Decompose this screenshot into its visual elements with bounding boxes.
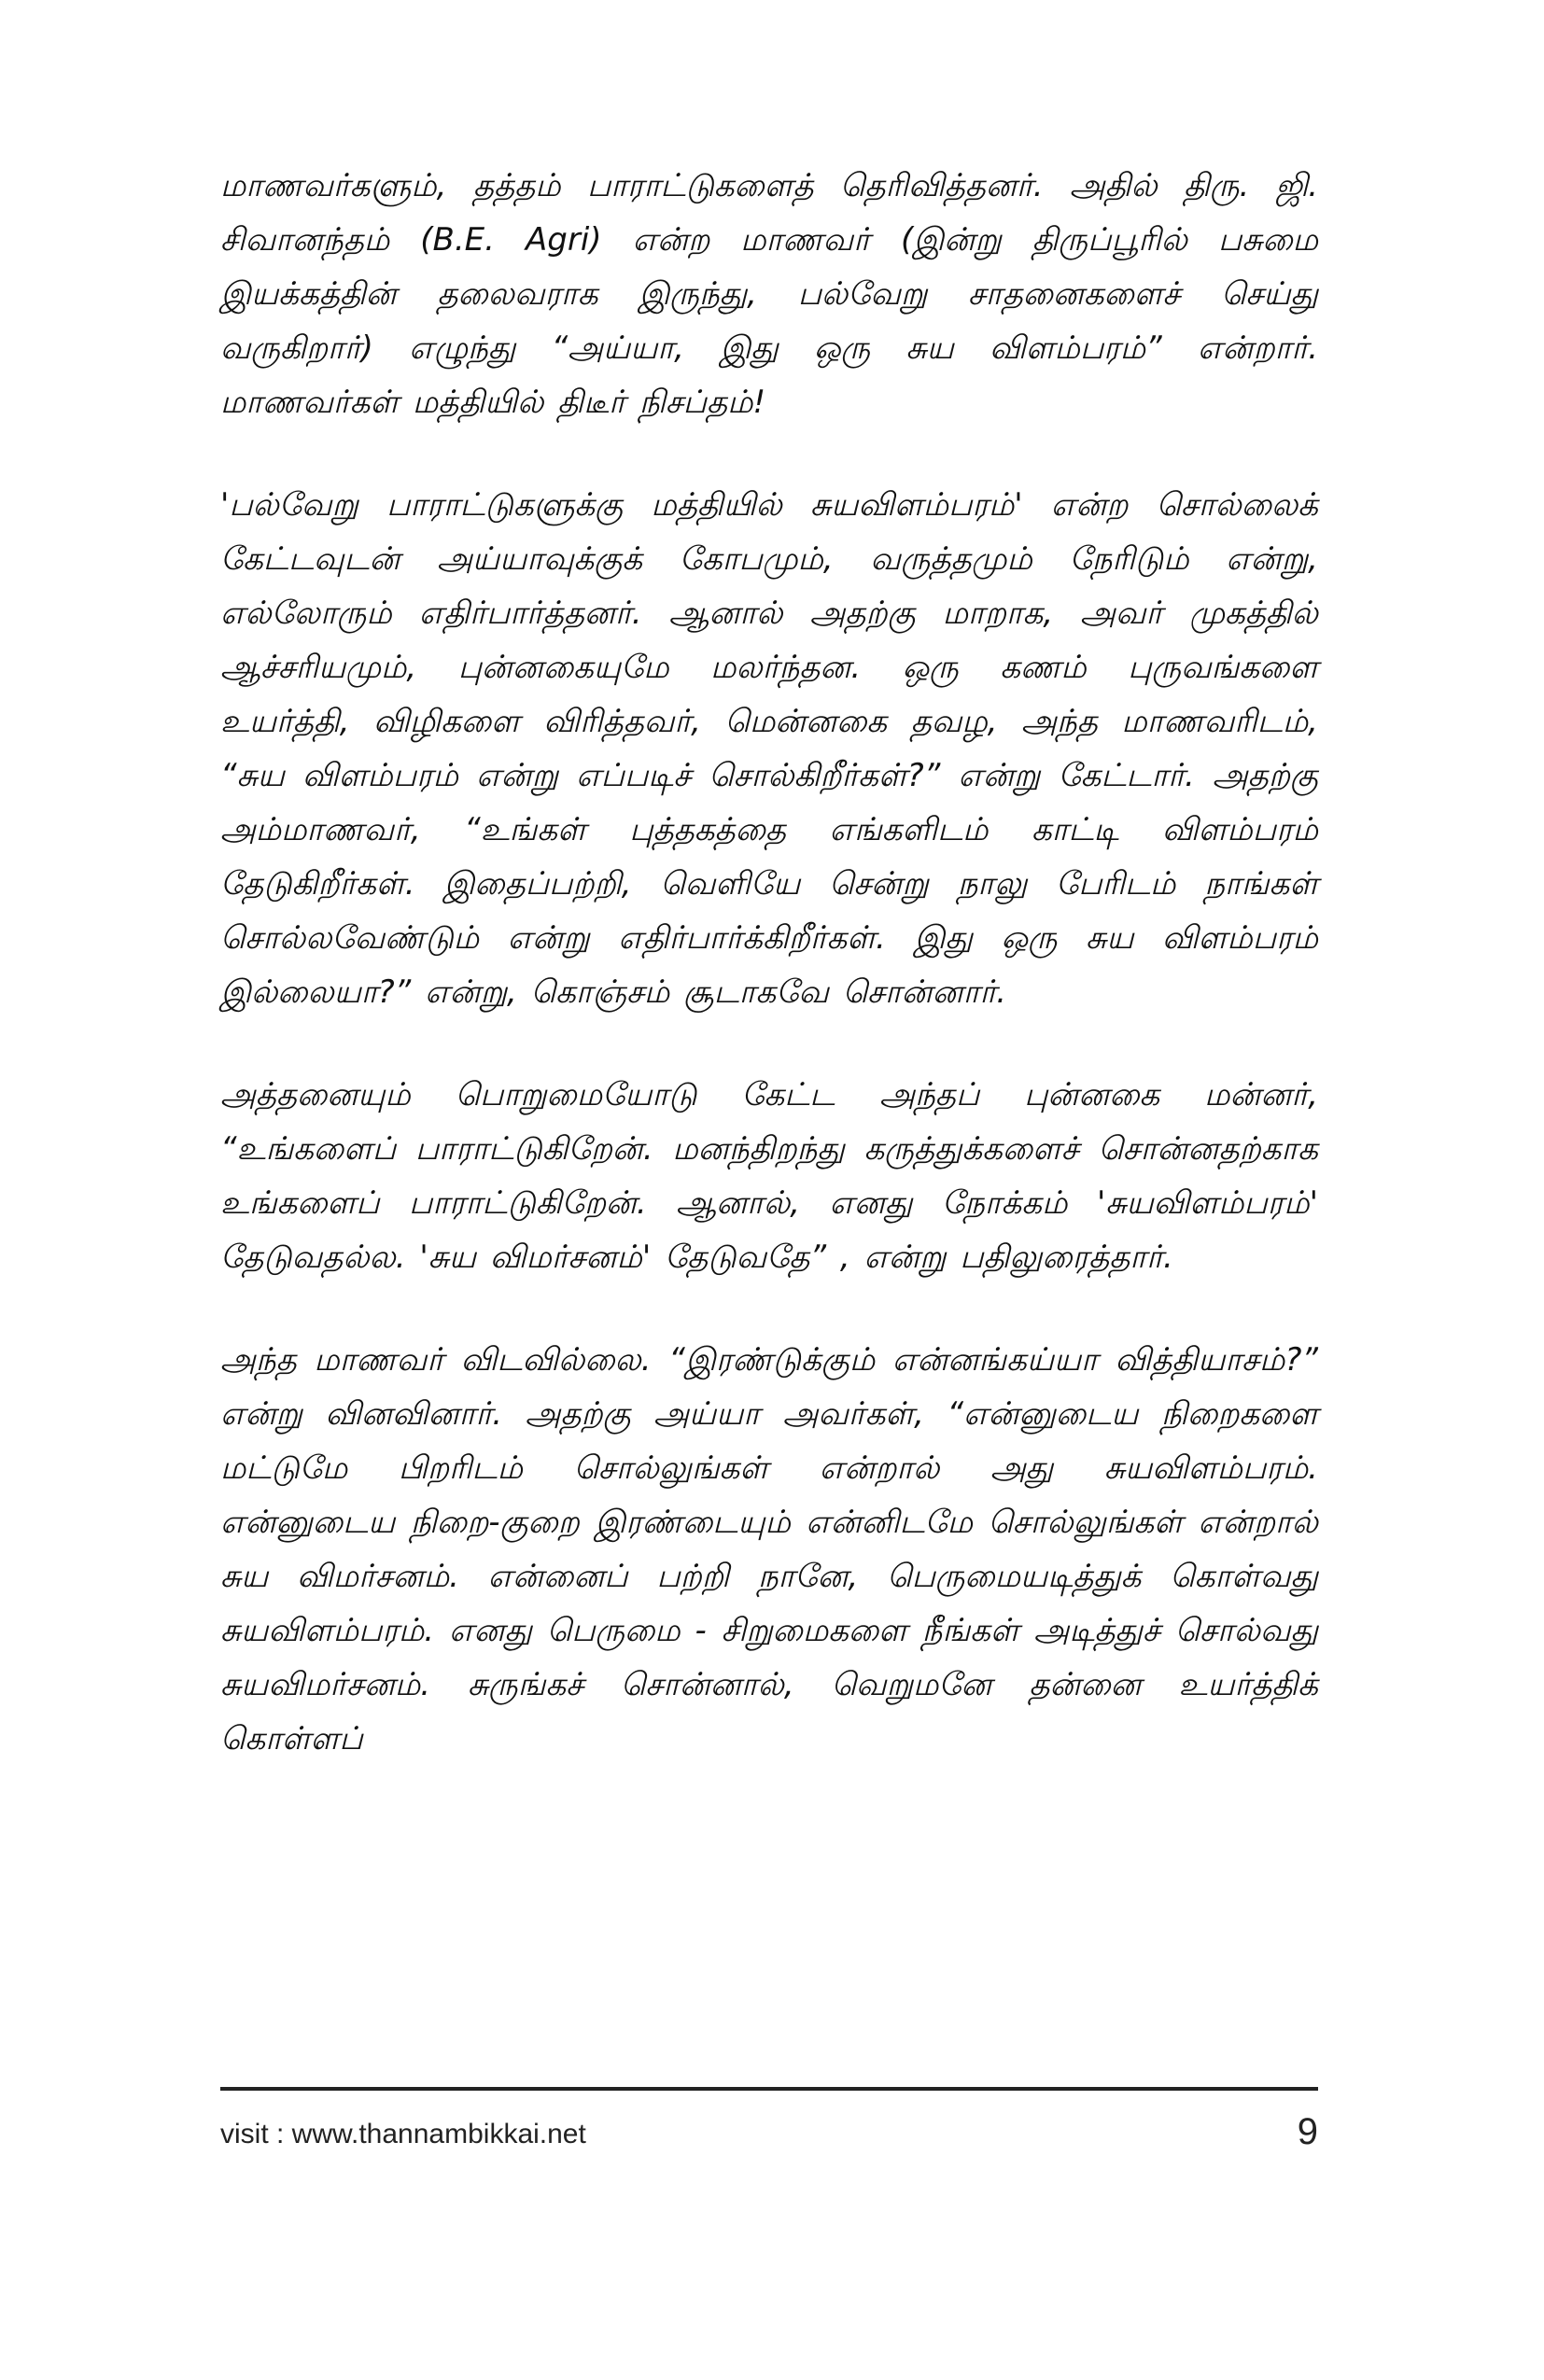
paragraph-2: 'பல்வேறு பாராட்டுகளுக்கு மத்தியில் சுயவிளம்பரம்' என்ற சொல்லைக் கேட்டவுடன் அய்யாவுக்குக் கோபமும், வருத்தமும் நேரிடும் என்று, எல்லோரும் எதிர்பார்த்தனர். ஆனால் அதற்கு மாறாக, அவர் முகத்தில் ஆச்சரியமும், புன்னகையுமே மலர்ந்தன. ஒரு கணம் புருவங்களை உயர்த்தி, விழிகளை விரித்தவர், மென்னகை தவழ, அந்த மாணவரிடம், “சுய விளம்பரம் என்று எப்படிச் சொல்கிறீர்கள்?” என்று கேட்டார். அதற்கு அம்மாணவர், “உங்கள் புத்தகத்தை எங்களிடம் காட்டி விளம்பரம் தேடுகிறீர்கள். இதைப்பற்றி, வெளியே சென்று நாலு பேரிடம் நாங்கள் சொல்லவேண்டும் என்று எதிர்பார்க்கிறீர்கள். இது ஒரு சுய விளம்பரம் இல்லையா?” என்று, கொஞ்சம் சூடாகவே சொன்னார். xyxy=(220,486,1318,1011)
page-footer xyxy=(220,2111,1318,2158)
paragraph-4: அந்த மாணவர் விடவில்லை. “இரண்டுக்கும் என்னங்கய்யா வித்தியாசம்?” என்று வினவினார். அதற்கு அய்யா அவர்கள், “என்னுடைய நிறைகளை மட்டுமே பிறரிடம் சொல்லுங்கள் என்றால் அது சுயவிளம்பரம். என்னுடைய நிறை-குறை இரண்டையும் என்னிடமே சொல்லுங்கள் என்றால் சுய விமர்சனம். என்னைப் பற்றி நானே, பெருமையடித்துக் கொள்வது சுயவிளம்பரம். எனது பெருமை - சிறுமைகளை நீங்கள் அடித்துச் சொல்வது சுயவிமர்சனம். சுருங்கச் சொன்னால், வெறுமனே தன்னை உயர்த்திக் கொள்ளப் xyxy=(220,1341,1318,1757)
page-body xyxy=(220,159,1318,1766)
paragraph-1: மாணவர்களும், தத்தம் பாராட்டுகளைத் தெரிவித்தனர். அதில் திரு. ஜி. சிவானந்தம் (B.E. Agri) என்ற மாணவர் (இன்று திருப்பூரில் பசுமை இயக்கத்தின் தலைவராக இருந்து, பல்வேறு சாதனைகளைச் செய்து வருகிறார்) எழுந்து “அய்யா, இது ஒரு சுய விளம்பரம்” என்றார். மாணவர்கள் மத்தியில் திடீர் நிசப்தம்! xyxy=(220,167,1318,421)
footer-divider xyxy=(220,2087,1318,2091)
page-number: 9 xyxy=(1297,2111,1318,2152)
footer-website-link[interactable]: visit : www.thannambikkai.net xyxy=(220,2119,586,2149)
paragraph-3: அத்தனையும் பொறுமையோடு கேட்ட அந்தப் புன்னகை மன்னர், “உங்களைப் பாராட்டுகிறேன். மனந்திறந்து கருத்துக்களைச் சொன்னதற்காக உங்களைப் பாராட்டுகிறேன். ஆனால், எனது நோக்கம் 'சுயவிளம்பரம்' தேடுவதல்ல. 'சுய விமர்சனம்' தேடுவதே” , என்று பதிலுரைத்தார். xyxy=(220,1076,1318,1276)
